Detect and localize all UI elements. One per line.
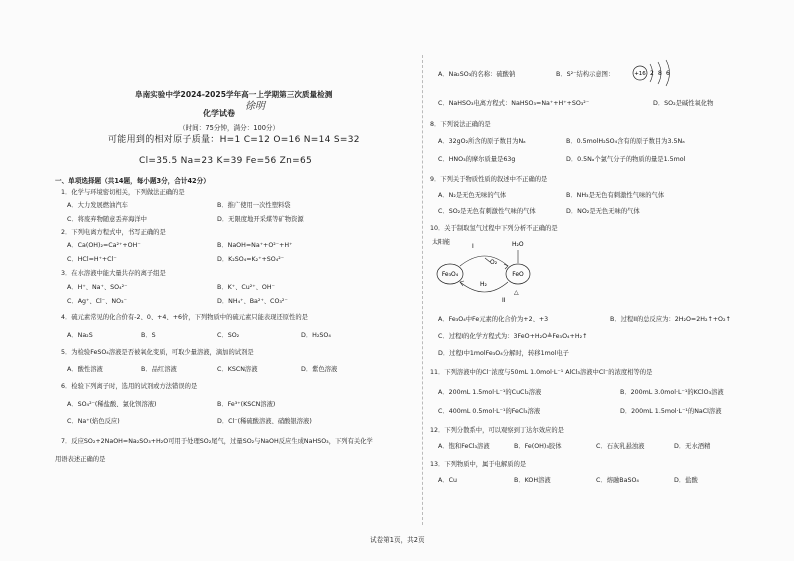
fe3o4-label: Fe₃O₄: [441, 271, 459, 278]
q4-stem: 4．硫元素常见的化合价有-2、0、+4、+6价，下列物质中的硫元素只能表现还原性的是: [61, 314, 308, 321]
q7-option-a: A．Na₂SO₃的名称：硫酸钠: [438, 71, 516, 78]
process-i-label: I: [472, 243, 474, 250]
q6-option-c: C．Na⁺(焰色反应): [67, 418, 120, 425]
section-heading: 一、单项选择题（共14题，每小题3分，合计42分）: [55, 177, 210, 185]
q4-option-d: D．H₂SO₄: [301, 332, 331, 339]
q10-option-d: D．过程I中1molFe₃O₄分解时，转移1mol电子: [438, 350, 569, 357]
q9-option-b: B．NH₃是无色有刺激性气味的气体: [566, 192, 665, 199]
q11-option-b: B．200mL 3.0mol·L⁻¹的KClO₃溶液: [620, 389, 724, 396]
column-divider: [422, 55, 423, 525]
shell-count-1: 2: [650, 70, 654, 77]
exam-title: 阜南实验中学2024-2025学年高一上学期第三次质量检测: [135, 90, 333, 99]
q6-option-b: B．Fe³⁺(KSCN溶液): [217, 401, 276, 408]
q10-option-b: B．过程II的总反应为：2H₂O=2H₂↑+O₂↑: [610, 316, 731, 323]
hydrogen-cycle-diagram: [430, 236, 550, 308]
q7-option-b: B．S²⁻结构示意图：: [556, 71, 615, 78]
q1-option-a: A．大力发展燃油汽车: [67, 202, 128, 209]
q5-option-b: B．品红溶液: [141, 366, 177, 373]
q3-option-d: D．NH₄⁺、Ba²⁺、CO₃²⁻: [217, 298, 288, 305]
subject-title: 化学试卷: [203, 109, 235, 118]
process-ii-label: II: [502, 297, 506, 304]
q8-option-d: D．0.5Nₐ个氯气分子的物质的量是1.5mol: [566, 156, 686, 163]
q10-option-c: C．过程I的化学方程式为：3FeO+H₂O≜Fe₃O₄+H₂↑: [438, 333, 588, 340]
q11-option-c: C．400mL 0.5mol·L⁻¹的FeCl₃溶液: [438, 408, 541, 415]
q1-stem: 1．化学与环境密切相关，下列做法正确的是: [61, 189, 185, 196]
q10-stem: 10．关于制取氢气过程中下列分析不正确的是: [430, 225, 558, 232]
q8-option-b: B．0.5molH₂SO₄含有的原子数目为3.5Nₐ: [566, 138, 685, 145]
q12-option-b: B．Fe(OH)₃胶体: [514, 443, 562, 450]
heat-symbol: △: [514, 289, 519, 296]
q1-option-c: C．将废弃物随意丢弃海洋中: [67, 216, 147, 223]
signature: 徐明: [245, 101, 265, 112]
q13-option-c: C．熔融BaSO₄: [596, 477, 639, 484]
water-label: H₂O: [512, 241, 524, 248]
q7-stem-line1: 7．反应SO₂+2NaOH=Na₂SO₃+H₂O可用于处理SO₂尾气，过量SO₂与NaOH反应生成NaHSO₃，下列有关化学: [61, 438, 373, 445]
q6-option-a: A．SO₄²⁻(稀盐酸、氯化钡溶液): [67, 401, 157, 408]
q8-stem: 8．下列说法正确的是: [430, 121, 491, 128]
q3-option-a: A．H⁺、Na⁺、SO₄²⁻: [67, 284, 128, 291]
q1-option-d: D．无限度地开采煤等矿物资源: [217, 216, 304, 223]
q1-option-b: B．推广使用一次性塑料袋: [217, 202, 291, 209]
hydrogen-label: H₂: [480, 281, 487, 288]
q2-option-d: D．K₂SO₄=K₂⁺+SO₄²⁻: [217, 256, 285, 263]
q9-option-a: A．N₂是无色无味的气体: [438, 192, 507, 199]
q5-option-a: A．酸性溶液: [67, 366, 103, 373]
q9-option-c: C．SO₂是无色有刺激性气味的气体: [438, 208, 536, 215]
q4-option-b: B．S: [141, 332, 156, 339]
q5-option-c: C．KSCN溶液: [217, 366, 258, 373]
q3-stem: 3．在水溶液中能大量共存的离子组是: [61, 270, 166, 277]
q10-option-a: A．Fe₃O₄中Fe元素的化合价为+2、+3: [438, 316, 549, 323]
q11-option-a: A．200mL 1.5mol·L⁻¹的CuCl₂溶液: [438, 389, 542, 396]
q11-stem: 11．下列溶液中的Cl⁻浓度与50mL 1.0mol·L⁻¹ AlCl₃溶液中Cl⁻的浓度相等的是: [430, 369, 653, 376]
q2-stem: 2．下列电离方程式中，书写正确的是: [61, 229, 166, 236]
q12-option-c: C．石灰乳悬浊液: [596, 443, 645, 450]
q2-option-a: A．Ca(OH)₂=Ca²⁺+OH⁻: [67, 242, 141, 249]
upper-arrow-path: [460, 256, 508, 266]
shell-count-2: 8: [658, 70, 662, 77]
q3-option-c: C．Ag⁺、Cl⁻、NO₃⁻: [67, 298, 127, 305]
q12-option-a: A．饱和FeCl₃溶液: [438, 443, 490, 450]
q6-stem: 6．检验下列离子时，选用的试剂或方法错误的是: [61, 383, 198, 390]
q9-option-d: D．NO₂是无色无味的气体: [566, 208, 640, 215]
q5-stem: 5．为检验FeSO₄溶液是否被氧化变质，可取少量溶液，滴加的试剂是: [61, 349, 254, 356]
q13-option-a: A．Cu: [438, 477, 457, 484]
q13-option-b: B．KOH溶液: [514, 477, 551, 484]
q12-stem: 12．下列分散系中，可以观察到丁达尔效应的是: [430, 427, 564, 434]
oxygen-label: O₂: [490, 259, 498, 266]
q3-option-b: B．K⁺、Cu²⁺、OH⁻: [217, 284, 275, 291]
q9-stem: 9．下列关于物质性质的叙述中不正确的是: [430, 176, 548, 183]
q7-option-c: C．NaHSO₃电离方程式：NaHSO₃=Na⁺+H⁺+SO₃²⁻: [438, 100, 590, 107]
upper-arrow-head: [504, 264, 508, 269]
nucleus-charge: +16: [634, 71, 646, 77]
atomic-mass-line1: 可能用到的相对原子质量：H=1 C=12 O=16 N=14 S=32: [108, 135, 360, 145]
q12-option-d: D．无水酒精: [674, 443, 711, 450]
sun-energy-label: 太阳能: [432, 239, 451, 246]
q2-option-b: B．NaOH=Na⁺+O²⁻+H⁺: [217, 242, 293, 249]
q2-option-c: C．HCl=H⁺+Cl⁻: [67, 256, 117, 263]
feo-label: FeO: [512, 271, 524, 278]
q6-option-d: D．Cl⁻(稀硫酸溶液、硝酸银溶液): [217, 418, 312, 425]
atomic-mass-line2: Cl=35.5 Na=23 K=39 Fe=56 Zn=65: [139, 156, 313, 166]
q5-option-d: D．紫色溶液: [301, 366, 338, 373]
q7-stem-line2: 用语表述正确的是: [55, 456, 106, 463]
q8-option-c: C．HNO₃的摩尔质量是63g: [438, 156, 516, 163]
q13-stem: 13．下列物质中，属于电解质的是: [430, 461, 527, 468]
q13-option-d: D．盐酸: [674, 477, 698, 484]
exam-meta: （时间：75分钟，满分：100分）: [179, 124, 280, 132]
shell-count-3: 6: [666, 70, 670, 77]
sulfide-ion-structure-diagram: [630, 58, 690, 88]
q8-option-a: A．32gO₂所含的原子数目为Nₐ: [438, 138, 526, 145]
page-footer: 试卷第1页，共2页: [370, 536, 425, 544]
q11-option-d: D．200mL 1.5mol·L⁻¹的NaCl溶液: [620, 408, 722, 415]
q4-option-c: C．SO₂: [217, 332, 240, 339]
q7-option-d: D．SO₂是碱性氧化物: [653, 100, 714, 107]
q4-option-a: A．Na₂S: [67, 332, 93, 339]
